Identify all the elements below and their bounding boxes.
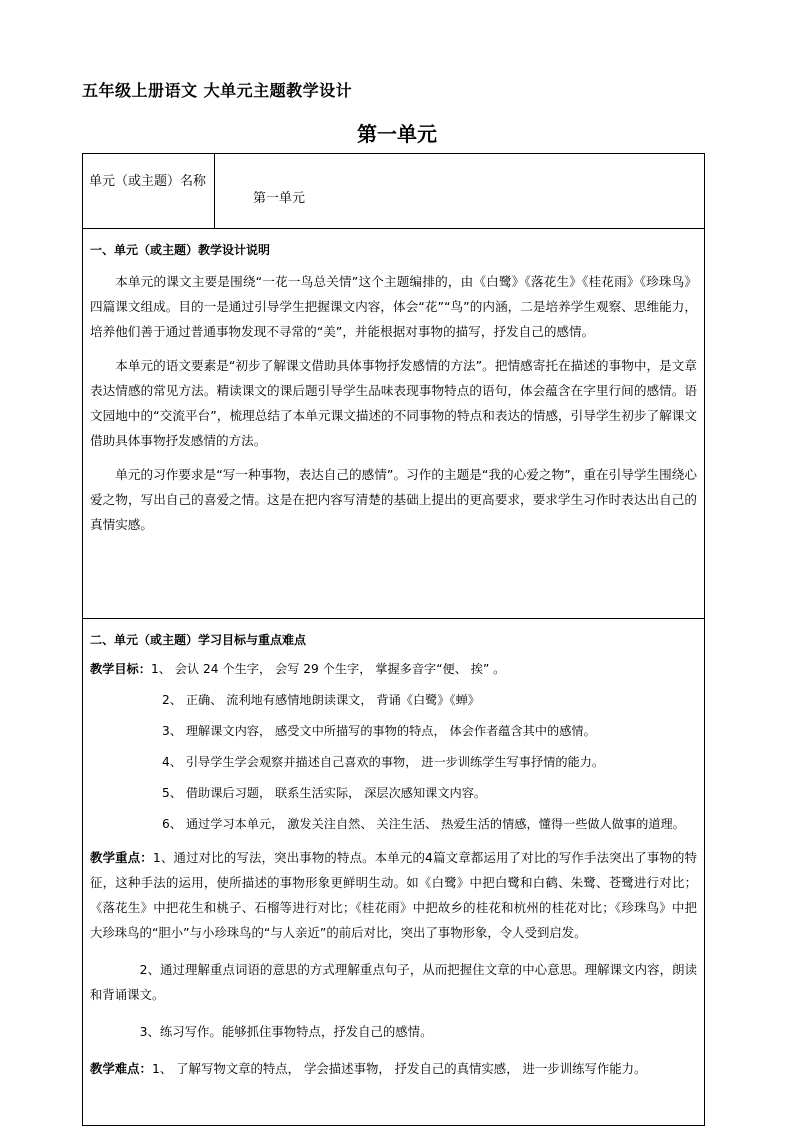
- key-point-text: 1、通过对比的写法，突出事物的特点。本单元的4篇文章都运用了对比的写作手法突出了事物的特征，这种手法的运用，使所描述的事物形象更鲜明生动。如《白鹭》中把白鹭和白鹤、朱鹭、苍鹭进行对比；《落花生》中把花生和桃子、石榴等进行对比；《桂花雨》中把故乡的桂花和杭州的桂花对比；《珍珠鸟》中把大珍珠鸟的“胆小”与小珍珠鸟的“与人亲近”的前后对比，突出了事物形象，令人受到启发。: [90, 850, 697, 940]
- section-heading: 二、单元（或主题）学习目标与重点难点: [90, 633, 307, 647]
- goal-item: 3、 理解课文内容， 感受文中所描写的事物的特点， 体会作者蕴含其中的感情。: [162, 724, 596, 738]
- key-label: 教学重点：: [90, 850, 153, 865]
- document-title: 五年级上册语文 大单元主题教学设计: [82, 81, 353, 100]
- description-paragraph: 单元的习作要求是“写一种事物，表达自己的感情”。习作的主题是“我的心爱之物”，重在引导学生围绕心爱之物，写出自己的喜爱之情。这是在把内容写清楚的基础上提出的更高要求，要求学生习作时表达出自己的真情实感。: [90, 467, 697, 532]
- goal-item: 2、 正确、 流利地有感情地朗读课文， 背诵《白鹭》《蝉》: [162, 693, 480, 707]
- goal-item: 6、 通过学习本单元， 激发关注自然、 关注生活、 热爱生活的情感，懂得一些做人做事的道理。: [162, 817, 685, 831]
- goal-item: 5、 借助课后习题， 联系生活实际， 深层次感知课文内容。: [162, 786, 487, 800]
- key-point-item: 3、练习写作。能够抓住事物特点，抒发自己的感情。: [139, 1024, 433, 1039]
- section-heading: 一、单元（或主题）教学设计说明: [90, 243, 271, 257]
- goal-text: 1、 会认 24 个生字， 会写 29 个生字， 掌握多音字“便、 挨” 。: [150, 662, 506, 676]
- unit-name-value: 第一单元: [253, 191, 306, 206]
- unit-title: 第一单元: [357, 122, 437, 146]
- key-point-item: 2、通过理解重点词语的意思的方式理解重点句子，从而把握住文章的中心意思。理解课文内容，朗读和背诵课文。: [90, 962, 697, 1002]
- key-point-item: [90, 845, 697, 945]
- design-table: [82, 153, 705, 1126]
- unit-name-label: 单元（或主题）名称: [83, 154, 215, 228]
- description-paragraph: 本单元的语文要素是“初步了解课文借助具体事物抒发感情的方法”。把情感寄托在描述的事物中，是文章表达情感的常见方法。精读课文的课后题引导学生品味表现事物特点的语句，体会蕴含在字里行间的感情。语文园地中的“交流平台”，梳理总结了本单元课文描述的不同事物的特点和表达的情感，引导学生初步了解课文借助具体事物抒发感情的方法。: [90, 358, 697, 448]
- design-description-section: [83, 241, 704, 619]
- description-paragraph: 本单元的课文主要是围绕“一花一鸟总关情”这个主题编排的，由《白鹭》《落花生》《桂花雨》《珍珠鸟》四篇课文组成。目的一是通过引导学生把握课文内容，体会“花”“鸟”的内涵，二是培养学生观察、思维能力，培养他们善于通过普通事物发现不寻常的“美”，并能根据对事物的描写，抒发自己的感情。: [90, 274, 697, 339]
- goals-section: [83, 631, 704, 1125]
- difficulty-item: [90, 1056, 697, 1081]
- difficulty-label: 教学难点：: [90, 1061, 152, 1076]
- goals-label: 教学目标：: [90, 662, 151, 676]
- difficulty-text: 1、 了解写物文章的特点， 学会描述事物， 抒发自己的真情实感， 进一步训练写作能力。: [151, 1061, 647, 1076]
- goal-item: 4、 引导学生学会观察并描述自己喜欢的事物， 进一步训练学生写事抒情的能力。: [162, 755, 605, 769]
- goal-item: [90, 657, 697, 682]
- unit-name-row: [83, 154, 704, 229]
